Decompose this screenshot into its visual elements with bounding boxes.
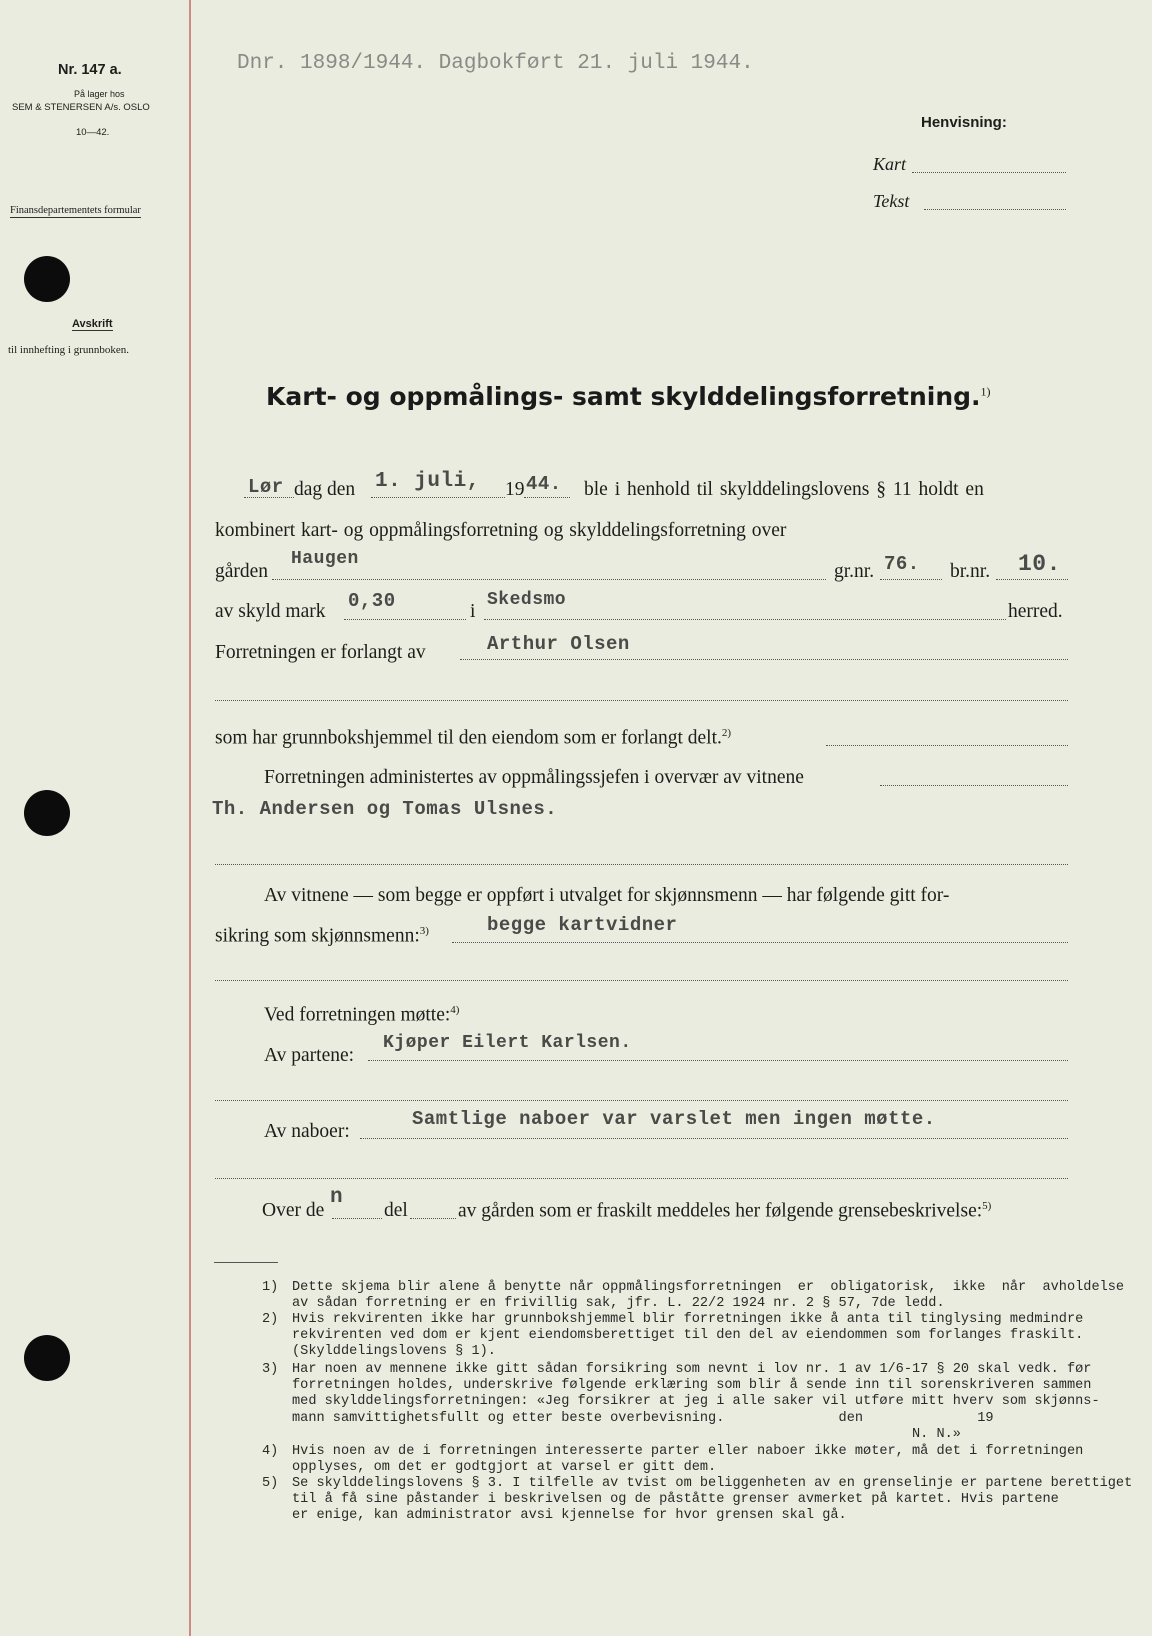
printer-line-3: 10—42.: [76, 127, 110, 138]
over-label: Over de: [262, 1200, 325, 1221]
naboer-label: Av naboer:: [264, 1121, 350, 1142]
vitne-text-2: [215, 925, 429, 948]
footnote-line: (Skylddelingslovens § 1).: [292, 1344, 496, 1360]
garden-label: gården: [215, 561, 269, 582]
del-label: del: [384, 1200, 408, 1221]
year-value: 44.: [526, 473, 562, 495]
hjemmel-line: [826, 745, 1068, 746]
footnote-line: forretningen holdes, underskrive følgende erklæring som blir å sende inn til sorenskriveren sammen: [292, 1378, 1092, 1394]
footnote-line: N. N.»: [292, 1426, 961, 1442]
punch-hole-bottom: [24, 1335, 70, 1381]
footnote-mark: 3): [262, 1362, 279, 1377]
over-text-main: av gården som er fraskilt meddeles her følgende grensebeskrivelse:: [458, 1200, 983, 1222]
avskrift-subtitle: til innhefting i grunnboken.: [8, 344, 129, 356]
footnote-line: opplyses, om det er godtgjort at varsel er gitt dem.: [292, 1460, 717, 1476]
dag-den-label: dag den: [294, 479, 356, 500]
naboer-value: Samtlige naboer var varslet men ingen møtte.: [412, 1108, 936, 1130]
footnote-line: med skylddelingsforretningen: «Jeg forsikrer at jeg i alle saker vil utføre mitt hverv som skjønns-: [292, 1394, 1100, 1410]
avskrift-title: Avskrift: [72, 318, 113, 330]
form-owner: Finansdepartementets formular: [10, 205, 141, 216]
grnr-line: [880, 579, 942, 580]
vitne-text-1: Av vitnene — som begge er oppført i utvalget for skjønnsmenn — har følgende gitt for-: [264, 885, 950, 906]
footnote-separator: [214, 1262, 278, 1263]
vitne-line-2: [215, 980, 1068, 981]
document-title: [266, 382, 991, 411]
forlangt-line: [460, 659, 1068, 660]
skyld-line: [344, 619, 466, 620]
footnote-line: er enige, kan administrator avsi kjennelse for hvor grensen skal gå.: [292, 1508, 847, 1524]
garden-line: [272, 579, 826, 580]
brnr-value: 10.: [1018, 551, 1061, 577]
footnote-mark: 4): [262, 1444, 279, 1459]
tekst-line: [924, 209, 1066, 210]
forlangt-line-2: [215, 700, 1068, 701]
naboer-line: [360, 1138, 1068, 1139]
herred-line: [484, 619, 1006, 620]
title-footnote-mark: 1): [980, 384, 991, 399]
punch-hole-middle: [24, 790, 70, 836]
forlangt-value: Arthur Olsen: [487, 633, 630, 655]
printer-line-1: På lager hos: [74, 89, 125, 99]
kart-line: [912, 172, 1066, 173]
partene-label: Av partene:: [264, 1045, 355, 1066]
admin-text: Forretningen administertes av oppmålingssjefen i overvær av vitnene: [264, 767, 804, 788]
footnote-mark: 2): [262, 1312, 279, 1327]
vitner-line-2: [215, 864, 1068, 865]
day-value: Lør: [248, 476, 284, 498]
footnote-line: til å få sine påstander i beskrivelsen og de påståtte grenser avmerket på kartet. Hvis partene: [292, 1492, 1059, 1508]
footnote-line: Se skylddelingslovens § 3. I tilfelle av tvist om beliggenheten av en grenselinje er partene berettiget: [292, 1476, 1133, 1491]
vitne-value: begge kartvidner: [487, 914, 678, 936]
forlangt-label: Forretningen er forlangt av: [215, 642, 426, 663]
partene-value: Kjøper Eilert Karlsen.: [383, 1033, 632, 1053]
footnote-line: Dette skjema blir alene å benytte når oppmålingsforretningen er obligatorisk, ikke når avholdelse: [292, 1280, 1125, 1295]
footnote-line: Har noen av mennene ikke gitt sådan forsikring som nevnt i lov nr. 1 av 1/6-17 § 20 skal vedk. før: [292, 1362, 1092, 1377]
naboer-line-2: [215, 1178, 1068, 1179]
skyld-label: av skyld mark: [215, 601, 326, 622]
mote-mark: 4): [450, 1004, 460, 1016]
vitner-value: Th. Andersen og Tomas Ulsnes.: [212, 798, 558, 820]
line2-text: kombinert kart- og oppmålingsforretning og skylddelingsforretning over: [215, 520, 787, 541]
i-label: i: [470, 601, 476, 622]
journal-entry: Dnr. 1898/1944. Dagbokført 21. juli 1944.: [237, 52, 754, 75]
kart-label: Kart: [873, 154, 907, 174]
grnr-value: 76.: [884, 553, 920, 575]
footnote-mark: 5): [262, 1476, 279, 1491]
admin-line: [880, 785, 1068, 786]
hjemmel-mark: 2): [721, 727, 732, 739]
skyld-value: 0,30: [348, 590, 396, 612]
mote-text: [264, 1004, 459, 1027]
year-prefix: 19: [505, 479, 525, 500]
footnote-line: Hvis rekvirenten ikke har grunnbokshjemmel blir forretningen ikke å anta til tinglysing medmindre: [292, 1312, 1084, 1327]
footnote-line: mann samvittighetsfullt og etter beste overbevisning. den 19: [292, 1410, 994, 1426]
footnote-mark: 1): [262, 1280, 279, 1295]
herred-label: herred.: [1008, 601, 1063, 622]
line1-text: ble i henhold til skylddelingslovens § 11 holdt en: [584, 479, 984, 500]
punch-hole-top: [24, 256, 70, 302]
footnote-line: av sådan forretning er en frivillig sak, jfr. L. 22/2 1924 nr. 2 § 57, 7de ledd.: [292, 1296, 945, 1312]
vitne-text-2-main: sikring som skjønnsmenn:: [215, 925, 420, 947]
partene-line: [368, 1060, 1068, 1061]
hjemmel-text: [215, 727, 731, 750]
partene-line-2: [215, 1100, 1068, 1101]
form-number: Nr. 147 a.: [58, 62, 122, 78]
over-value: n: [330, 1186, 344, 1209]
henvisning-label: Henvisning:: [921, 114, 1007, 131]
garden-value: Haugen: [291, 549, 359, 569]
vitne-mark: 3): [419, 925, 429, 937]
over-text: [458, 1200, 991, 1223]
del-line: [410, 1218, 456, 1219]
day-line: [244, 497, 294, 498]
grnr-label: gr.nr.: [834, 561, 875, 582]
tekst-label: Tekst: [873, 191, 910, 211]
brnr-label: br.nr.: [950, 561, 991, 582]
date-line: [371, 497, 505, 498]
herred-value: Skedsmo: [487, 590, 567, 610]
mote-text-main: Ved forretningen møtte:: [264, 1004, 451, 1026]
footnote-line: rekvirenten ved dom er kjent eiendomsberettiget til den del av eiendommen som forlanges fraskilt.: [292, 1328, 1084, 1344]
date-value: 1. juli,: [375, 470, 480, 493]
year-line: [524, 497, 570, 498]
brnr-line: [996, 579, 1068, 580]
hjemmel-text-main: som har grunnbokshjemmel til den eiendom som er forlangt delt.: [215, 727, 722, 749]
footnote-line: Hvis noen av de i forretningen interesserte parter eller naboer ikke møter, må det i forretningen: [292, 1444, 1084, 1459]
vitne-line: [452, 942, 1068, 943]
over-mark: 5): [982, 1200, 992, 1212]
printer-line-2: SEM & STENERSEN A/s. OSLO: [12, 102, 150, 113]
margin-rule: [189, 0, 191, 1636]
over-line: [332, 1218, 382, 1219]
title-text: Kart- og oppmålings- samt skylddelingsforretning.: [266, 382, 981, 411]
